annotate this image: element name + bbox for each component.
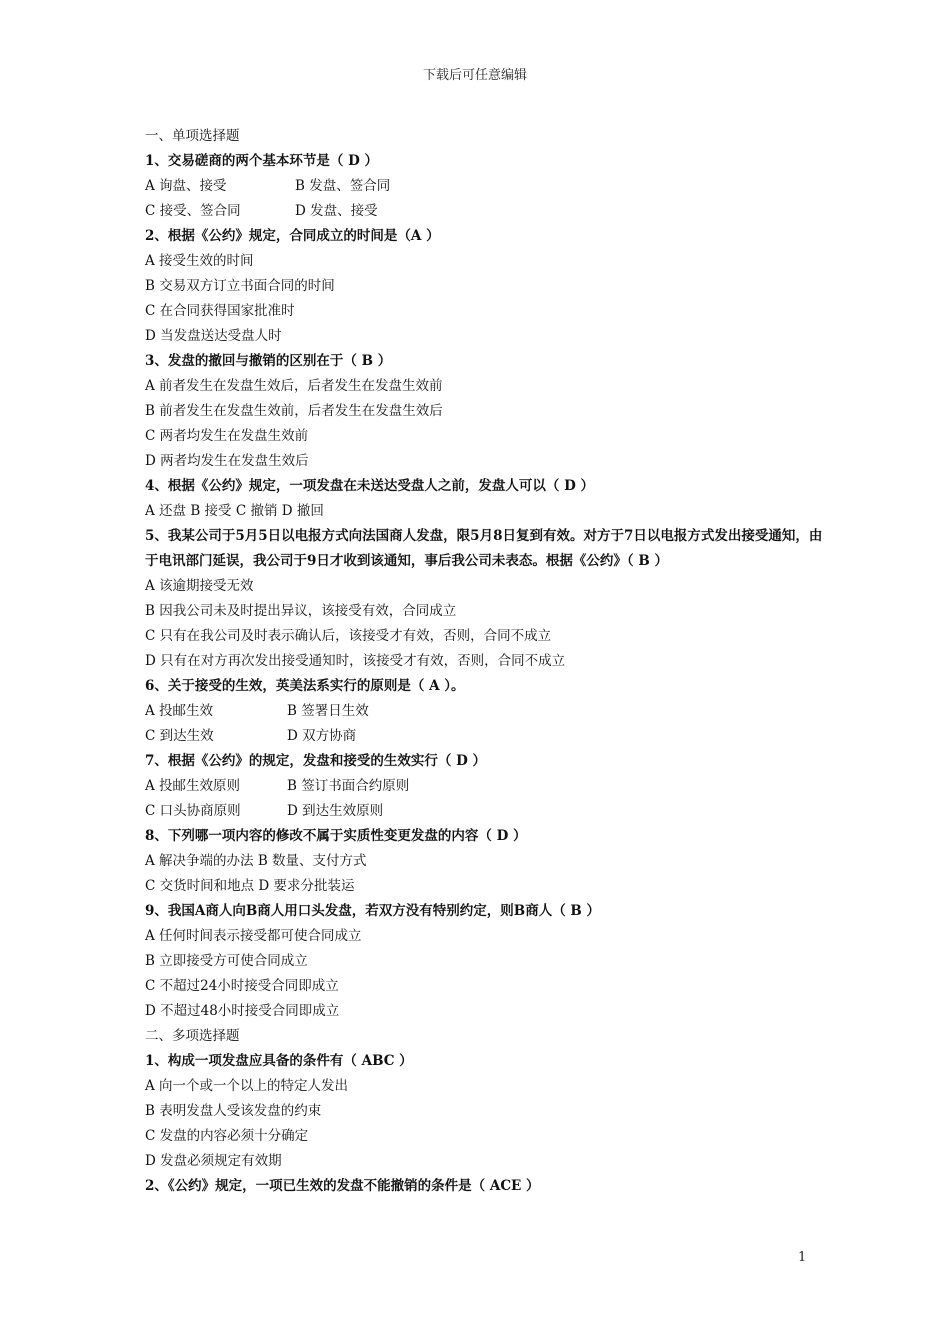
question-1: 1、交易磋商的两个基本环节是（ D ） bbox=[145, 153, 378, 169]
option: C 两者均发生在发盘生效前 bbox=[145, 428, 309, 444]
option: A 向一个或一个以上的特定人发出 bbox=[145, 1078, 349, 1094]
question-7-options-row-2 bbox=[145, 799, 825, 824]
option: D 只有在对方再次发出接受通知时，该接受才有效，否则，合同不成立 bbox=[145, 653, 566, 669]
question-5: 5、我某公司于5月5日以电报方式向法国商人发盘，限5月8日复到有效。对方于7日以电报方式发出接受通知，由于电讯部门延误，我公司于9日才收到该通知，事后我公司未表态。根据《公约》（ B ） bbox=[145, 528, 823, 569]
option: C 发盘的内容必须十分确定 bbox=[145, 1128, 309, 1144]
option: A 任何时间表示接受都可使合同成立 bbox=[145, 928, 362, 944]
question-8-options-row-1: A 解决争端的办法 B 数量、支付方式 bbox=[145, 853, 367, 869]
option: A 接受生效的时间 bbox=[145, 253, 254, 269]
question-2: 2、根据《公约》规定，合同成立的时间是（A ） bbox=[145, 228, 440, 244]
option: C 不超过24小时接受合同即成立 bbox=[145, 978, 339, 994]
option: A 投邮生效原则 bbox=[145, 778, 241, 794]
option: B 前者发生在发盘生效前，后者发生在发盘生效后 bbox=[145, 403, 443, 419]
question-7-options-row-1 bbox=[145, 774, 825, 799]
question-1-options-row-1 bbox=[145, 174, 825, 199]
question-7: 7、根据《公约》的规定，发盘和接受的生效实行（ D ） bbox=[145, 753, 486, 769]
question-3: 3、发盘的撤回与撤销的区别在于（ B ） bbox=[145, 353, 392, 369]
question-8: 8、下列哪一项内容的修改不属于实质性变更发盘的内容（ D ） bbox=[145, 828, 527, 844]
option: A 询盘、接受 bbox=[145, 178, 227, 194]
multi-question-1: 1、构成一项发盘应具备的条件有（ ABC ） bbox=[145, 1053, 413, 1069]
section-heading-single-choice: 一、单项选择题 bbox=[145, 128, 240, 144]
question-4: 4、根据《公约》规定，一项发盘在未送达受盘人之前，发盘人可以（ D ） bbox=[145, 478, 594, 494]
option: B 立即接受方可使合同成立 bbox=[145, 953, 308, 969]
option: C 只有在我公司及时表示确认后，该接受才有效，否则，合同不成立 bbox=[145, 628, 552, 644]
question-6: 6、关于接受的生效，英美法系实行的原则是（ A ）。 bbox=[145, 678, 465, 694]
option: C 在合同获得国家批准时 bbox=[145, 303, 295, 319]
page-header: 下载后可任意编辑 bbox=[422, 68, 527, 83]
option: D 当发盘送达受盘人时 bbox=[145, 328, 282, 344]
option: A 投邮生效 bbox=[145, 703, 214, 719]
option: C 口头协商原则 bbox=[145, 803, 241, 819]
question-9: 9、我国A商人向B商人用口头发盘，若双方没有特别约定，则B商人（ B ） bbox=[145, 903, 600, 919]
option: B 因我公司未及时提出异议，该接受有效，合同成立 bbox=[145, 603, 457, 619]
question-6-options-row-1 bbox=[145, 699, 825, 724]
option: B 表明发盘人受该发盘的约束 bbox=[145, 1103, 322, 1119]
option: D 到达生效原则 bbox=[287, 803, 384, 819]
option: B 签署日生效 bbox=[287, 703, 369, 719]
option: A 该逾期接受无效 bbox=[145, 578, 254, 594]
option: D 两者均发生在发盘生效后 bbox=[145, 453, 309, 469]
option: D 发盘必须规定有效期 bbox=[145, 1153, 282, 1169]
question-1-options-row-2 bbox=[145, 199, 825, 224]
question-4-options: A 还盘 B 接受 C 撤销 D 撤回 bbox=[145, 503, 324, 519]
multi-question-2: 2、《公约》规定，一项已生效的发盘不能撤销的条件是（ ACE ） bbox=[145, 1178, 540, 1194]
option: D 发盘、接受 bbox=[295, 203, 378, 219]
option: A 前者发生在发盘生效后，后者发生在发盘生效前 bbox=[145, 378, 443, 394]
section-heading-multiple-choice: 二、多项选择题 bbox=[145, 1028, 240, 1044]
page-number: 1 bbox=[798, 1250, 807, 1265]
question-8-options-row-2: C 交货时间和地点 D 要求分批装运 bbox=[145, 878, 355, 894]
option: D 不超过48小时接受合同即成立 bbox=[145, 1003, 340, 1019]
option: B 发盘、签合同 bbox=[295, 178, 391, 194]
option: C 接受、签合同 bbox=[145, 203, 241, 219]
option: B 签订书面合约原则 bbox=[287, 778, 410, 794]
question-6-options-row-2 bbox=[145, 724, 825, 749]
option: D 双方协商 bbox=[287, 728, 357, 744]
option: C 到达生效 bbox=[145, 728, 214, 744]
option: B 交易双方订立书面合同的时间 bbox=[145, 278, 335, 294]
document-body bbox=[145, 124, 825, 1199]
